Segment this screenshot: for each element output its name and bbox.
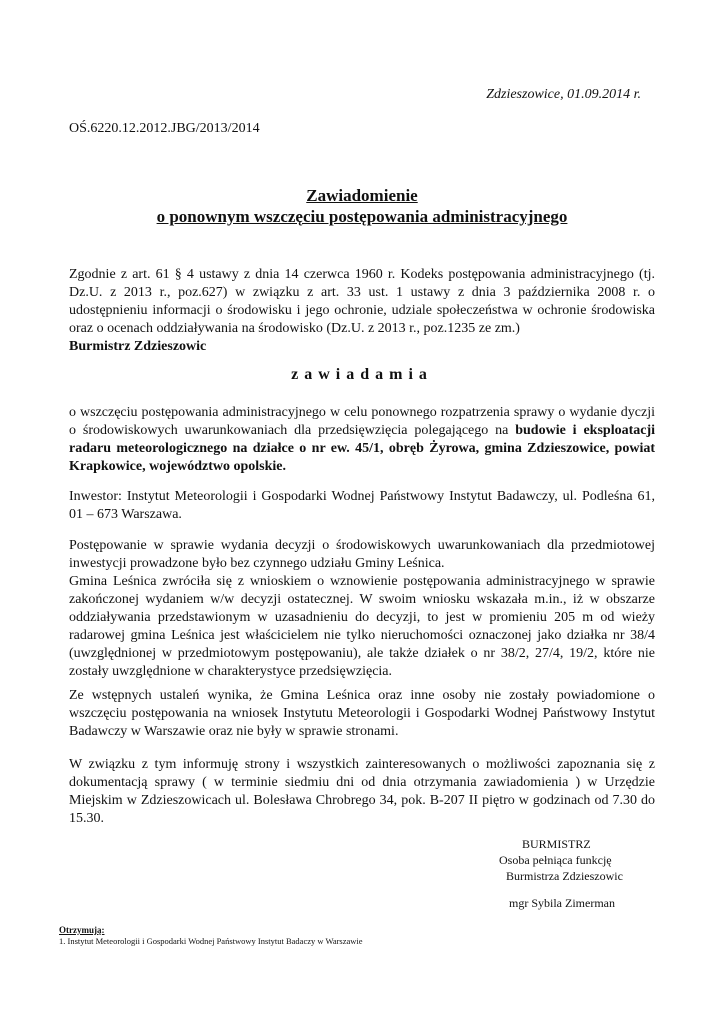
notice-project: budowie i eksploatacji radaru meteorologicznego na działce o nr ew. 45/1, obręb Żyrowa, gmina Zdzieszowice, powiat Krapkowice, województwo opolskie. [69,423,656,474]
notice-text: o wszczęciu postępowania administracyjnego w celu ponownego rozpatrzenia sprawy o wydanie dyczji o środowiskowych uwarunkowaniach dla przedsięwzięcia polegającego na [69,405,655,438]
document-title [0,185,724,227]
investor-paragraph: Inwestor: Instytut Meteorologii i Gospodarki Wodnej Państwowy Instytut Badawczy, ul. Podleśna 61, 01 – 673 Warszawa. [69,489,655,522]
reference-number: OŚ.6220.12.2012.JBG/2013/2014 [69,121,260,136]
authority-name: Burmistrz Zdzieszowic [69,339,207,354]
decides-heading: zawiadamia [291,366,433,383]
title-line-2: o ponownym wszczęciu postępowania administracyjnego [156,207,568,226]
intro-text: Zgodnie z art. 61 § 4 ustawy z dnia 14 czerwca 1960 r. Kodeks postępowania administracyjnego (tj. Dz.U. z 2013 r., poz.627) w związku z art. 33 ust. 1 ustawy z dnia 3 października 2008 r. o udostępnieniu informacji o środowisku i jego ochronie, udziale społeczeństwa w ochronie środowiska oraz o ocenach oddziaływania na środowisko (Dz.U. z 2013 r., poz.1235 ze zm.) [69,267,655,336]
signature-role: Osoba pełniąca funkcję [499,853,612,867]
proceedings-line-2: Gmina Leśnica zwróciła się z wnioskiem o wznowienie postępowania administracyjnego w sprawie zakończonej wydaniem w/w decyzji ostatecznej. W swoim wniosku wskazała m.in., iż w obszarze oddziaływania przedstawionym w uzasadnieniu do decyzji, to jest w promieniu 205 m od wieży radarowej gmina Leśnica jest właścicielem nie tylko nieruchomości oznaczonej jako działka nr 38/4 (uwzględnionej w przedmiotowym postępowaniu), ale także działek o nr 38/2, 27/4, 19/2, które nie zostały uwzględnione w charakterystyce przedsięwzięcia. [69,574,655,679]
signature-office: Burmistrza Zdzieszowic [506,869,623,883]
findings-paragraph: Ze wstępnych ustaleń wynika, że Gmina Leśnica oraz inne osoby nie zostały powiadomione o wszczęciu postępowania na wniosek Instytutu Meteorologii i Gospodarki Wodnej Państwowy Instytut Badawczy w Warszawie oraz nie były w sprawie stronami. [69,688,655,739]
signature-title: BURMISTRZ [522,837,591,851]
notice-paragraph [69,404,655,476]
signature-name: mgr Sybila Zimerman [509,896,615,910]
proceedings-paragraph [69,537,655,681]
inform-paragraph: W związku z tym informuję strony i wszystkich zainteresowanych o możliwości zapoznania się z dokumentacją sprawy ( w terminie siedmiu dni od dnia otrzymania zawiadomienia ) w Urzędzie Miejskim w Zdzieszowicach ul. Bolesława Chrobrego 34, pok. B-207 II piętro w godzinach od 7.30 do 15.30. [69,757,655,826]
proceedings-line-1: Postępowanie w sprawie wydania decyzji o środowiskowych uwarunkowaniach dla przedmiotowej inwestycji prowadzone było bez czynnego udziału Gminy Leśnica. [69,538,655,571]
title-line-1: Zawiadomienie [306,186,418,205]
place-date: Zdzieszowice, 01.09.2014 r. [486,87,641,102]
recipients-heading: Otrzymują: [59,925,105,935]
intro-paragraph [69,266,655,356]
recipient-item: 1. Instytut Meteorologii i Gospodarki Wodnej Państwowy Instytut Badaczy w Warszawie [59,936,363,946]
